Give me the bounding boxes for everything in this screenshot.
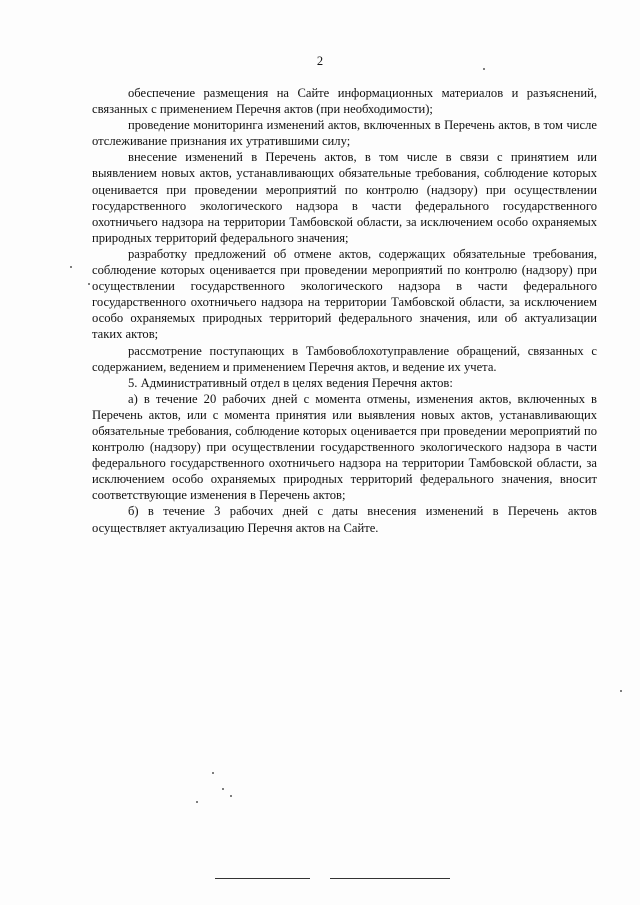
document-body xyxy=(92,85,597,536)
section-5-heading: 5. Административный отдел в целях ведения Перечня актов: xyxy=(128,375,453,390)
scan-edge-line xyxy=(215,878,310,879)
scan-edge-line xyxy=(330,878,450,879)
paragraph-5b: б) в течение 3 рабочих дней с даты внесения изменений в Перечень актов осуществляет актуализацию Перечня актов на Сайте. xyxy=(92,504,597,535)
scan-speck xyxy=(88,283,90,285)
paragraph-repeal-proposals: разработку предложений об отмене актов, содержащих обязательные требования, соблюдение которых оценивается при проведении мероприятий по контролю (надзору) при осуществлении государственного экологического надзора в части федерального государственного охотничьего надзора на территории Тамбовской области, за исключением особо охраняемых природных территорий федерального значения, или об актуализации таких актов; xyxy=(92,246,597,342)
paragraph-info-materials: обеспечение размещения на Сайте информационных материалов и разъяснений, связанных с применением Перечня актов (при необходимости); xyxy=(92,86,597,117)
scan-speck xyxy=(230,795,232,797)
scan-speck xyxy=(196,801,198,803)
paragraph-5a: а) в течение 20 рабочих дней с момента отмены, изменения актов, включенных в Перечень актов, или с момента принятия или выявления новых актов, устанавливающих обязательные требования, соблюдение которых оценивается при проведении мероприятий по контролю (надзору) при осуществлении государственного экологического надзора в части федерального государственного охотничьего надзора на территории Тамбовской области, за исключением особо охраняемых природных территорий федерального значения, вносит соответствующие изменения в Перечень актов; xyxy=(92,391,597,503)
scan-speck xyxy=(483,68,485,70)
scan-speck xyxy=(222,788,224,790)
scan-speck xyxy=(70,266,72,268)
page-number: 2 xyxy=(316,54,324,68)
paragraph-appeals: рассмотрение поступающих в Тамбовоблохотуправление обращений, связанных с содержанием, ведением и применением Перечня актов, и ведение их учета. xyxy=(92,343,597,374)
paragraph-amendments: внесение изменений в Перечень актов, в том числе в связи с принятием или выявлением новых актов, устанавливающих обязательные требования, соблюдение которых оценивается при проведении мероприятий по контролю (надзору) при осуществлении государственного экологического надзора в части федерального государственного охотничьего надзора на территории Тамбовской области, за исключением особо охраняемых природных территорий федерального значения; xyxy=(92,150,597,245)
scan-speck xyxy=(620,690,622,692)
scan-speck xyxy=(212,772,214,774)
paragraph-monitoring: проведение мониторинга изменений актов, включенных в Перечень актов, в том числе отслеживание признания их утратившими силу; xyxy=(92,118,597,149)
